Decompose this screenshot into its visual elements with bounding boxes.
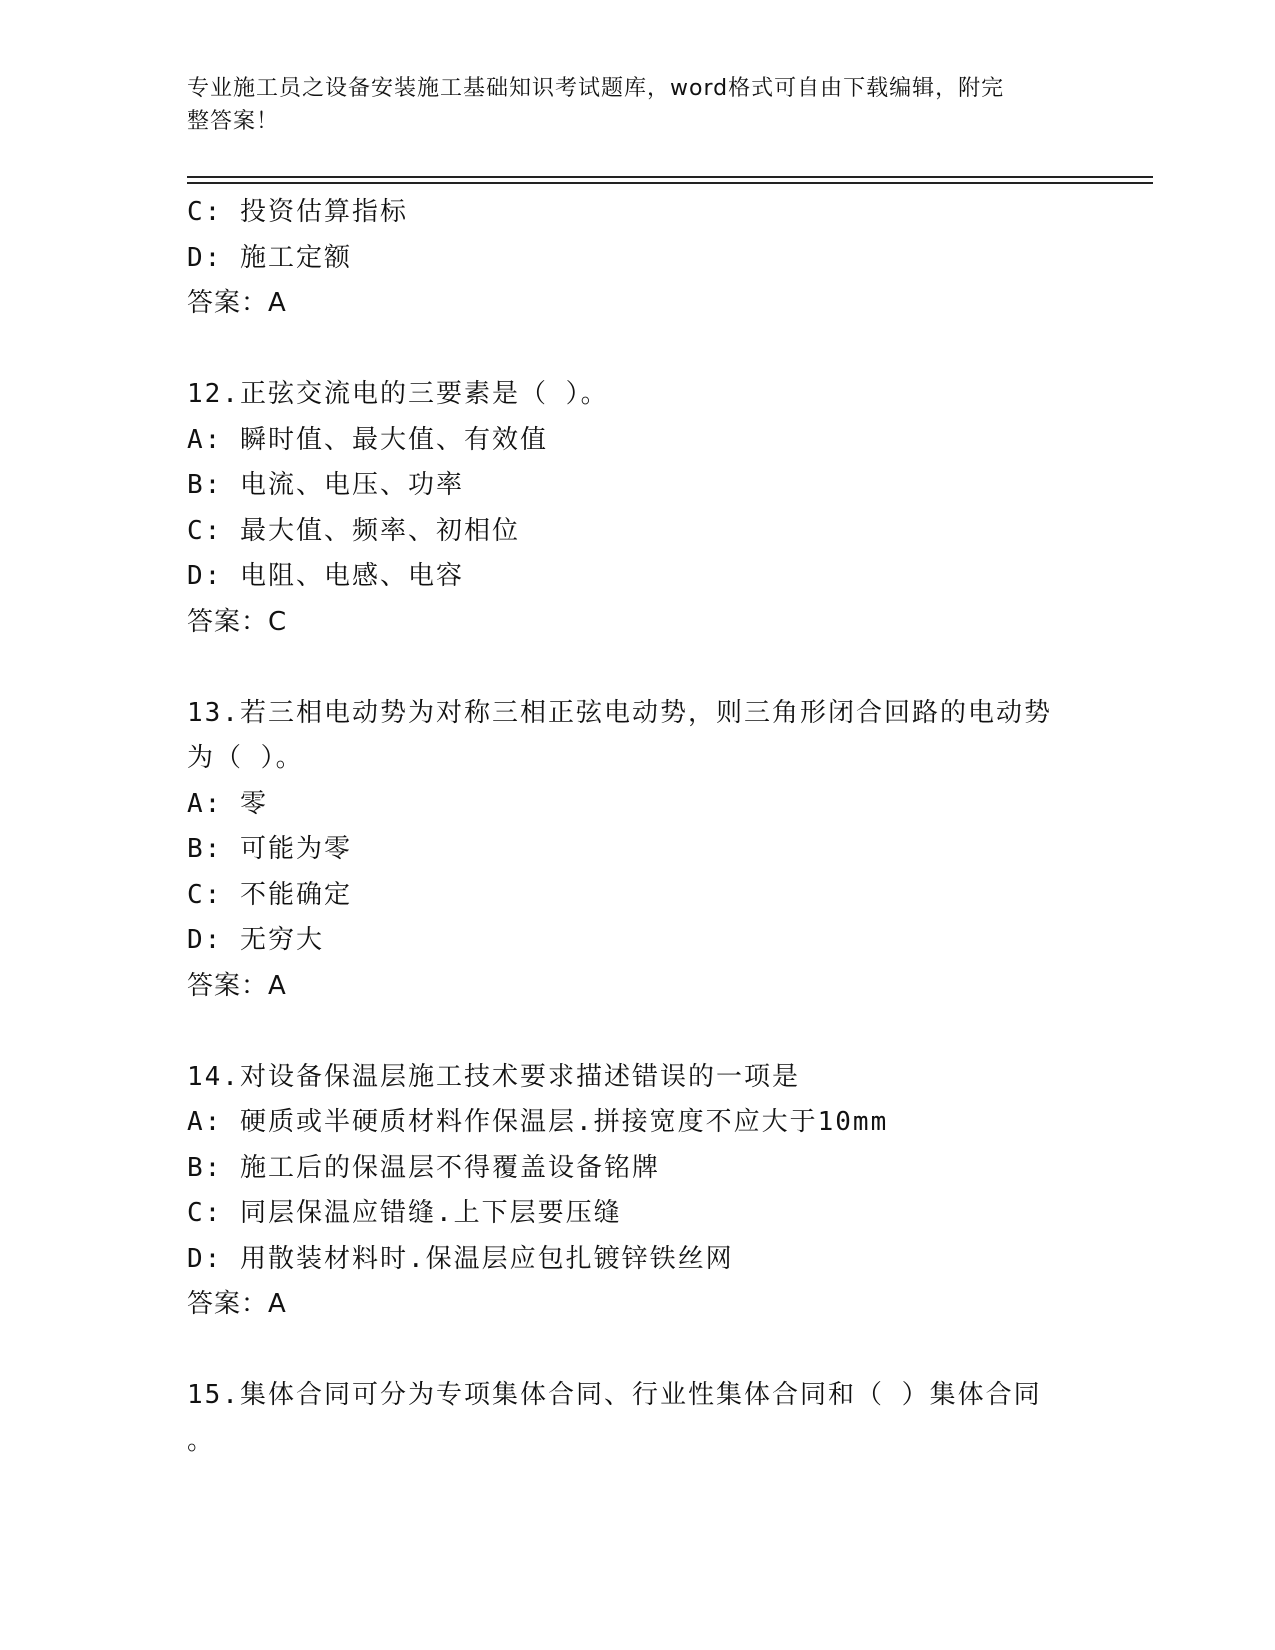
q14-answer: 答案：A xyxy=(187,1289,287,1319)
spacer xyxy=(187,1009,1087,1055)
q14-stem: 14.对设备保温层施工技术要求描述错误的一项是 xyxy=(187,1061,800,1092)
q15-stem-line-2: 。 xyxy=(187,1425,216,1456)
q13-stem-line-1: 13.若三相电动势为对称三相正弦电动势，则三角形闭合回路的电动势 xyxy=(187,697,1052,728)
question-15 xyxy=(187,1373,1087,1464)
q14-option-b: B: 施工后的保温层不得覆盖设备铭牌 xyxy=(187,1152,660,1183)
q13-answer: 答案：A xyxy=(187,970,287,1001)
header-line-2: 整答案！ xyxy=(187,109,280,134)
q12-option-c: C: 最大值、频率、初相位 xyxy=(187,515,520,546)
question-12 xyxy=(187,372,1087,645)
q11-option-d: D: 施工定额 xyxy=(187,242,352,273)
q13-option-c: C: 不能确定 xyxy=(187,879,352,910)
q13-option-a: A: 零 xyxy=(187,788,268,819)
q14-option-a: A: 硬质或半硬质材料作保温层.拼接宽度不应大于10mm xyxy=(187,1107,889,1137)
q12-option-b: B: 电流、电压、功率 xyxy=(187,470,464,500)
q13-option-d: D: 无穷大 xyxy=(187,925,324,955)
spacer xyxy=(187,1328,1087,1374)
header-line-1: 专业施工员之设备安装施工基础知识考试题库，word格式可自由下载编辑，附完 xyxy=(187,76,1005,101)
q11-option-c: C: 投资估算指标 xyxy=(187,197,408,227)
header-divider-bottom xyxy=(187,182,1153,184)
q12-stem: 12.正弦交流电的三要素是（ ）。 xyxy=(187,379,609,409)
q13-option-b: B: 可能为零 xyxy=(187,834,352,864)
q12-option-a: A: 瞬时值、最大值、有效值 xyxy=(187,424,548,455)
spacer xyxy=(187,327,1087,373)
question-list xyxy=(187,190,1087,1464)
spacer xyxy=(187,645,1087,691)
q15-stem-line-1: 15.集体合同可分为专项集体合同、行业性集体合同和（ ）集体合同 xyxy=(187,1380,1042,1410)
question-11 xyxy=(187,190,1087,327)
header-divider-top xyxy=(187,176,1153,178)
q12-answer: 答案：C xyxy=(187,606,288,637)
document-header xyxy=(187,72,1087,138)
q12-option-d: D: 电阻、电感、电容 xyxy=(187,561,464,591)
q11-answer: 答案：A xyxy=(187,288,287,318)
question-13 xyxy=(187,691,1087,1010)
q14-option-c: C: 同层保温应错缝.上下层要压缝 xyxy=(187,1198,622,1228)
q14-option-d: D: 用散装材料时.保温层应包扎镀锌铁丝网 xyxy=(187,1243,734,1274)
question-14 xyxy=(187,1055,1087,1328)
q13-stem-line-2: 为（ ）。 xyxy=(187,743,304,773)
